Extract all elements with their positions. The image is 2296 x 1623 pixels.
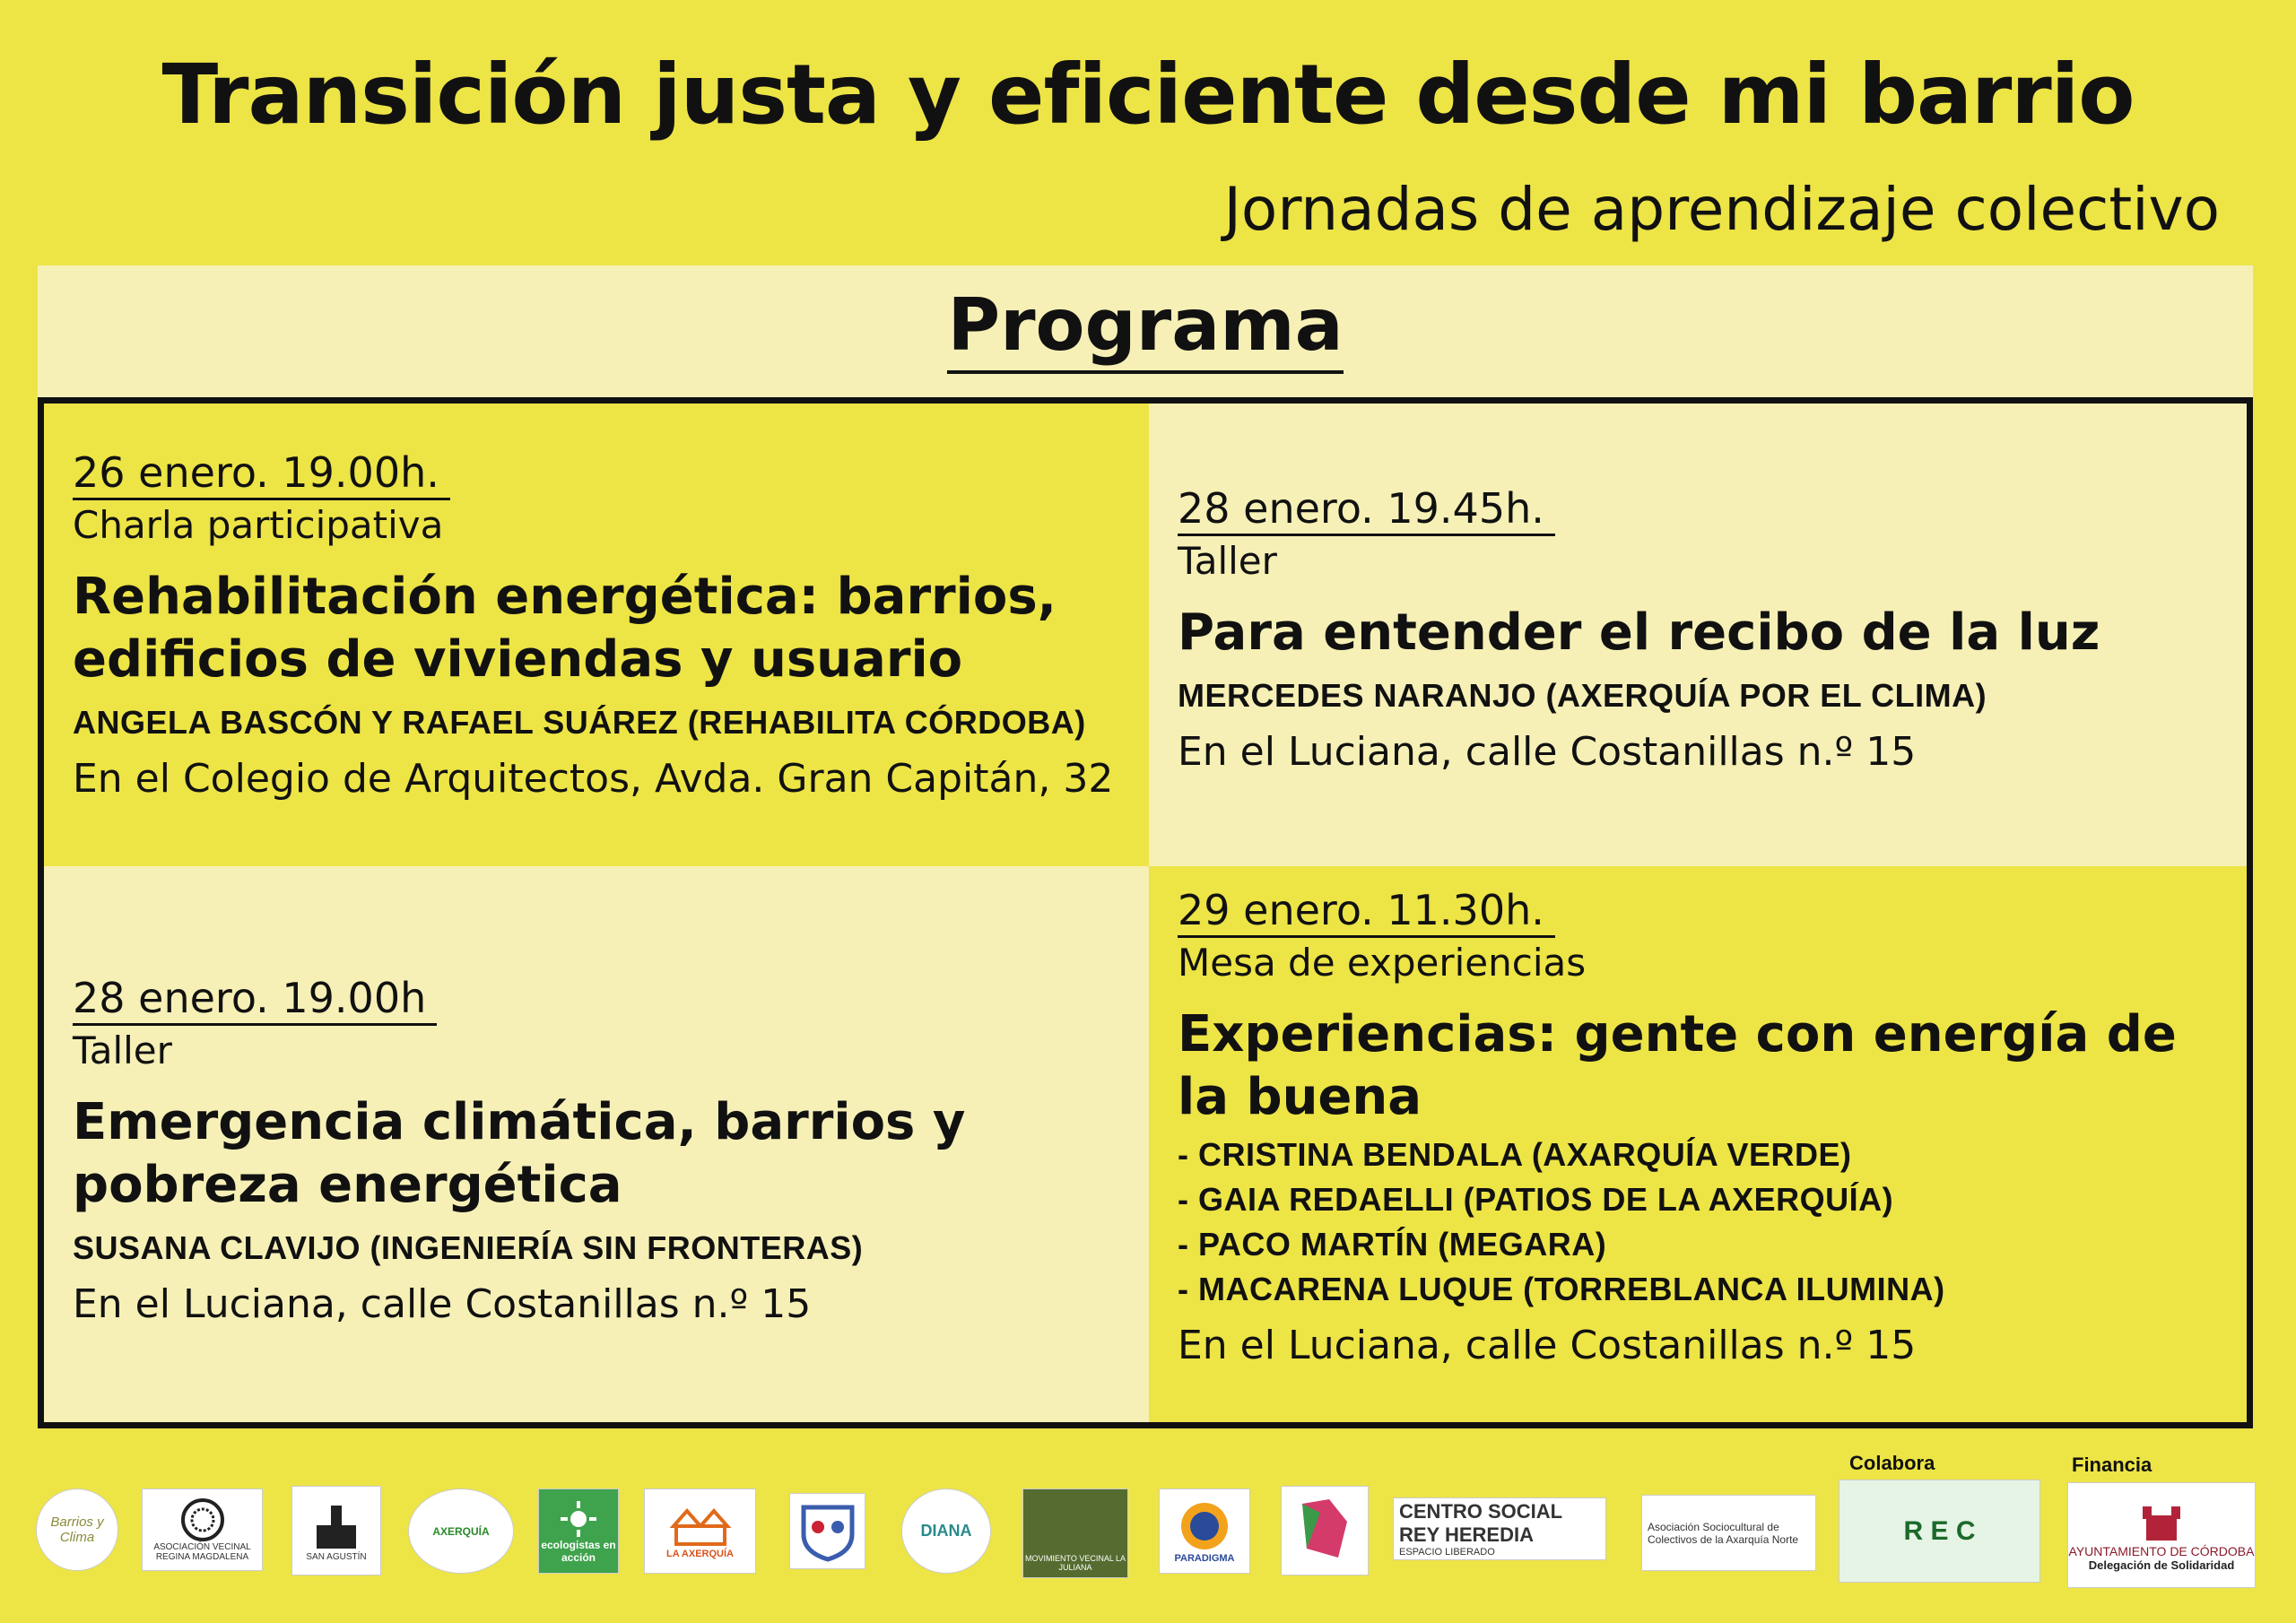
session-title: Emergencia climática, barrios y pobreza energética — [73, 1092, 966, 1214]
session-date: 28 enero. 19.00h — [73, 974, 437, 1026]
session-speaker: SUSANA CLAVIJO (INGENIERÍA SIN FRONTERAS) — [73, 1228, 864, 1266]
session-title: Rehabilitación energética: barrios, edificios de viviendas y usuario — [73, 567, 1057, 689]
sponsors-footer — [0, 1439, 2296, 1623]
shield-icon — [796, 1500, 859, 1563]
diana-logo: DIANA — [901, 1488, 991, 1574]
ayuntamiento-logo: AYUNTAMIENTO DE CÓRDOBA Delegación de Solidaridad — [2067, 1482, 2256, 1588]
map-logo — [1281, 1486, 1369, 1575]
session-date: 26 enero. 19.00h. — [73, 448, 450, 500]
reco-logo: R E C — [1839, 1480, 2040, 1583]
juliana-logo: MOVIMIENTO VECINAL LA JULIANA — [1022, 1488, 1128, 1578]
session-date: 29 enero. 11.30h. — [1178, 886, 1555, 938]
programa-heading: Programa — [38, 283, 2253, 367]
castle-icon — [2139, 1499, 2184, 1544]
poster-subtitle: Jornadas de aprendizaje colectivo — [1223, 175, 2220, 244]
paradigma-logo: PARADIGMA — [1159, 1488, 1250, 1574]
sun-icon — [559, 1499, 598, 1539]
session-kind: Taller — [73, 1028, 172, 1073]
poster-title: Transición justa y eficiente desde mi barrio — [161, 47, 2135, 143]
session-speakers — [1178, 1136, 2229, 1308]
church-icon — [309, 1500, 363, 1552]
axerquia-verde-logo: AXERQUÍA — [408, 1488, 514, 1574]
session-speaker: MERCEDES NARANJO (AXERQUÍA POR EL CLIMA) — [1178, 676, 1987, 714]
session-kind: Mesa de experiencias — [1178, 941, 1587, 985]
session-speaker: - PACO MARTÍN (MEGARA) — [1178, 1225, 1607, 1263]
regina-magdalena-logo: ASOCIACIÓN VECINAL REGINA MAGDALENA — [142, 1488, 263, 1571]
programa-banner — [38, 265, 2253, 398]
session-card-1 — [44, 404, 1149, 866]
axarquia-norte-logo: Asociación Sociocultural de Colectivos de la Axarquía Norte — [1641, 1495, 1816, 1571]
shield-logo — [789, 1493, 865, 1569]
session-place: En el Luciana, calle Costanillas n.º 15 — [1178, 728, 1917, 775]
colabora-label: Colabora — [1849, 1452, 1935, 1474]
session-date: 28 enero. 19.45h. — [1178, 484, 1555, 536]
session-place: En el Luciana, calle Costanillas n.º 15 — [73, 1280, 812, 1327]
session-speaker: - GAIA REDAELLI (PATIOS DE LA AXERQUÍA) — [1178, 1180, 1894, 1218]
financia-label: Financia — [2072, 1454, 2152, 1476]
san-agustin-logo: SAN AGUSTÍN — [291, 1486, 381, 1575]
session-speaker: ANGELA BASCÓN Y RAFAEL SUÁREZ (REHABILITA CÓRDOBA) — [73, 703, 1086, 741]
rosette-icon — [180, 1497, 225, 1542]
map-icon — [1293, 1495, 1356, 1567]
rey-heredia-logo: CENTRO SOCIAL REY HEREDIA ESPACIO LIBERADO — [1393, 1497, 1606, 1560]
session-kind: Taller — [1178, 539, 1277, 584]
session-place: En el Luciana, calle Costanillas n.º 15 — [1178, 1322, 1917, 1368]
session-place: En el Colegio de Arquitectos, Avda. Gran Capitán, 32 — [73, 755, 1114, 802]
session-speaker: - MACARENA LUQUE (TORREBLANCA ILUMINA) — [1178, 1270, 1945, 1307]
session-speaker: - CRISTINA BENDALA (AXARQUÍA VERDE) — [1178, 1135, 1852, 1173]
la-axerquia-logo: LA AXERQUÍA — [644, 1488, 756, 1574]
program-grid — [38, 397, 2253, 1428]
ecologistas-logo: ecologistas en acción — [538, 1488, 619, 1574]
paradigma-icon — [1178, 1499, 1231, 1553]
session-title: Para entender el recibo de la luz — [1178, 603, 2100, 662]
session-card-4 — [1149, 866, 2247, 1422]
barrios-y-clima-logo: Barrios y Clima — [36, 1488, 118, 1571]
session-kind: Charla participativa — [73, 503, 444, 548]
session-title: Experiencias: gente con energía de la buena — [1178, 1004, 2177, 1126]
session-card-3 — [44, 866, 1149, 1422]
houses-icon — [669, 1504, 732, 1549]
session-card-2 — [1149, 404, 2247, 866]
